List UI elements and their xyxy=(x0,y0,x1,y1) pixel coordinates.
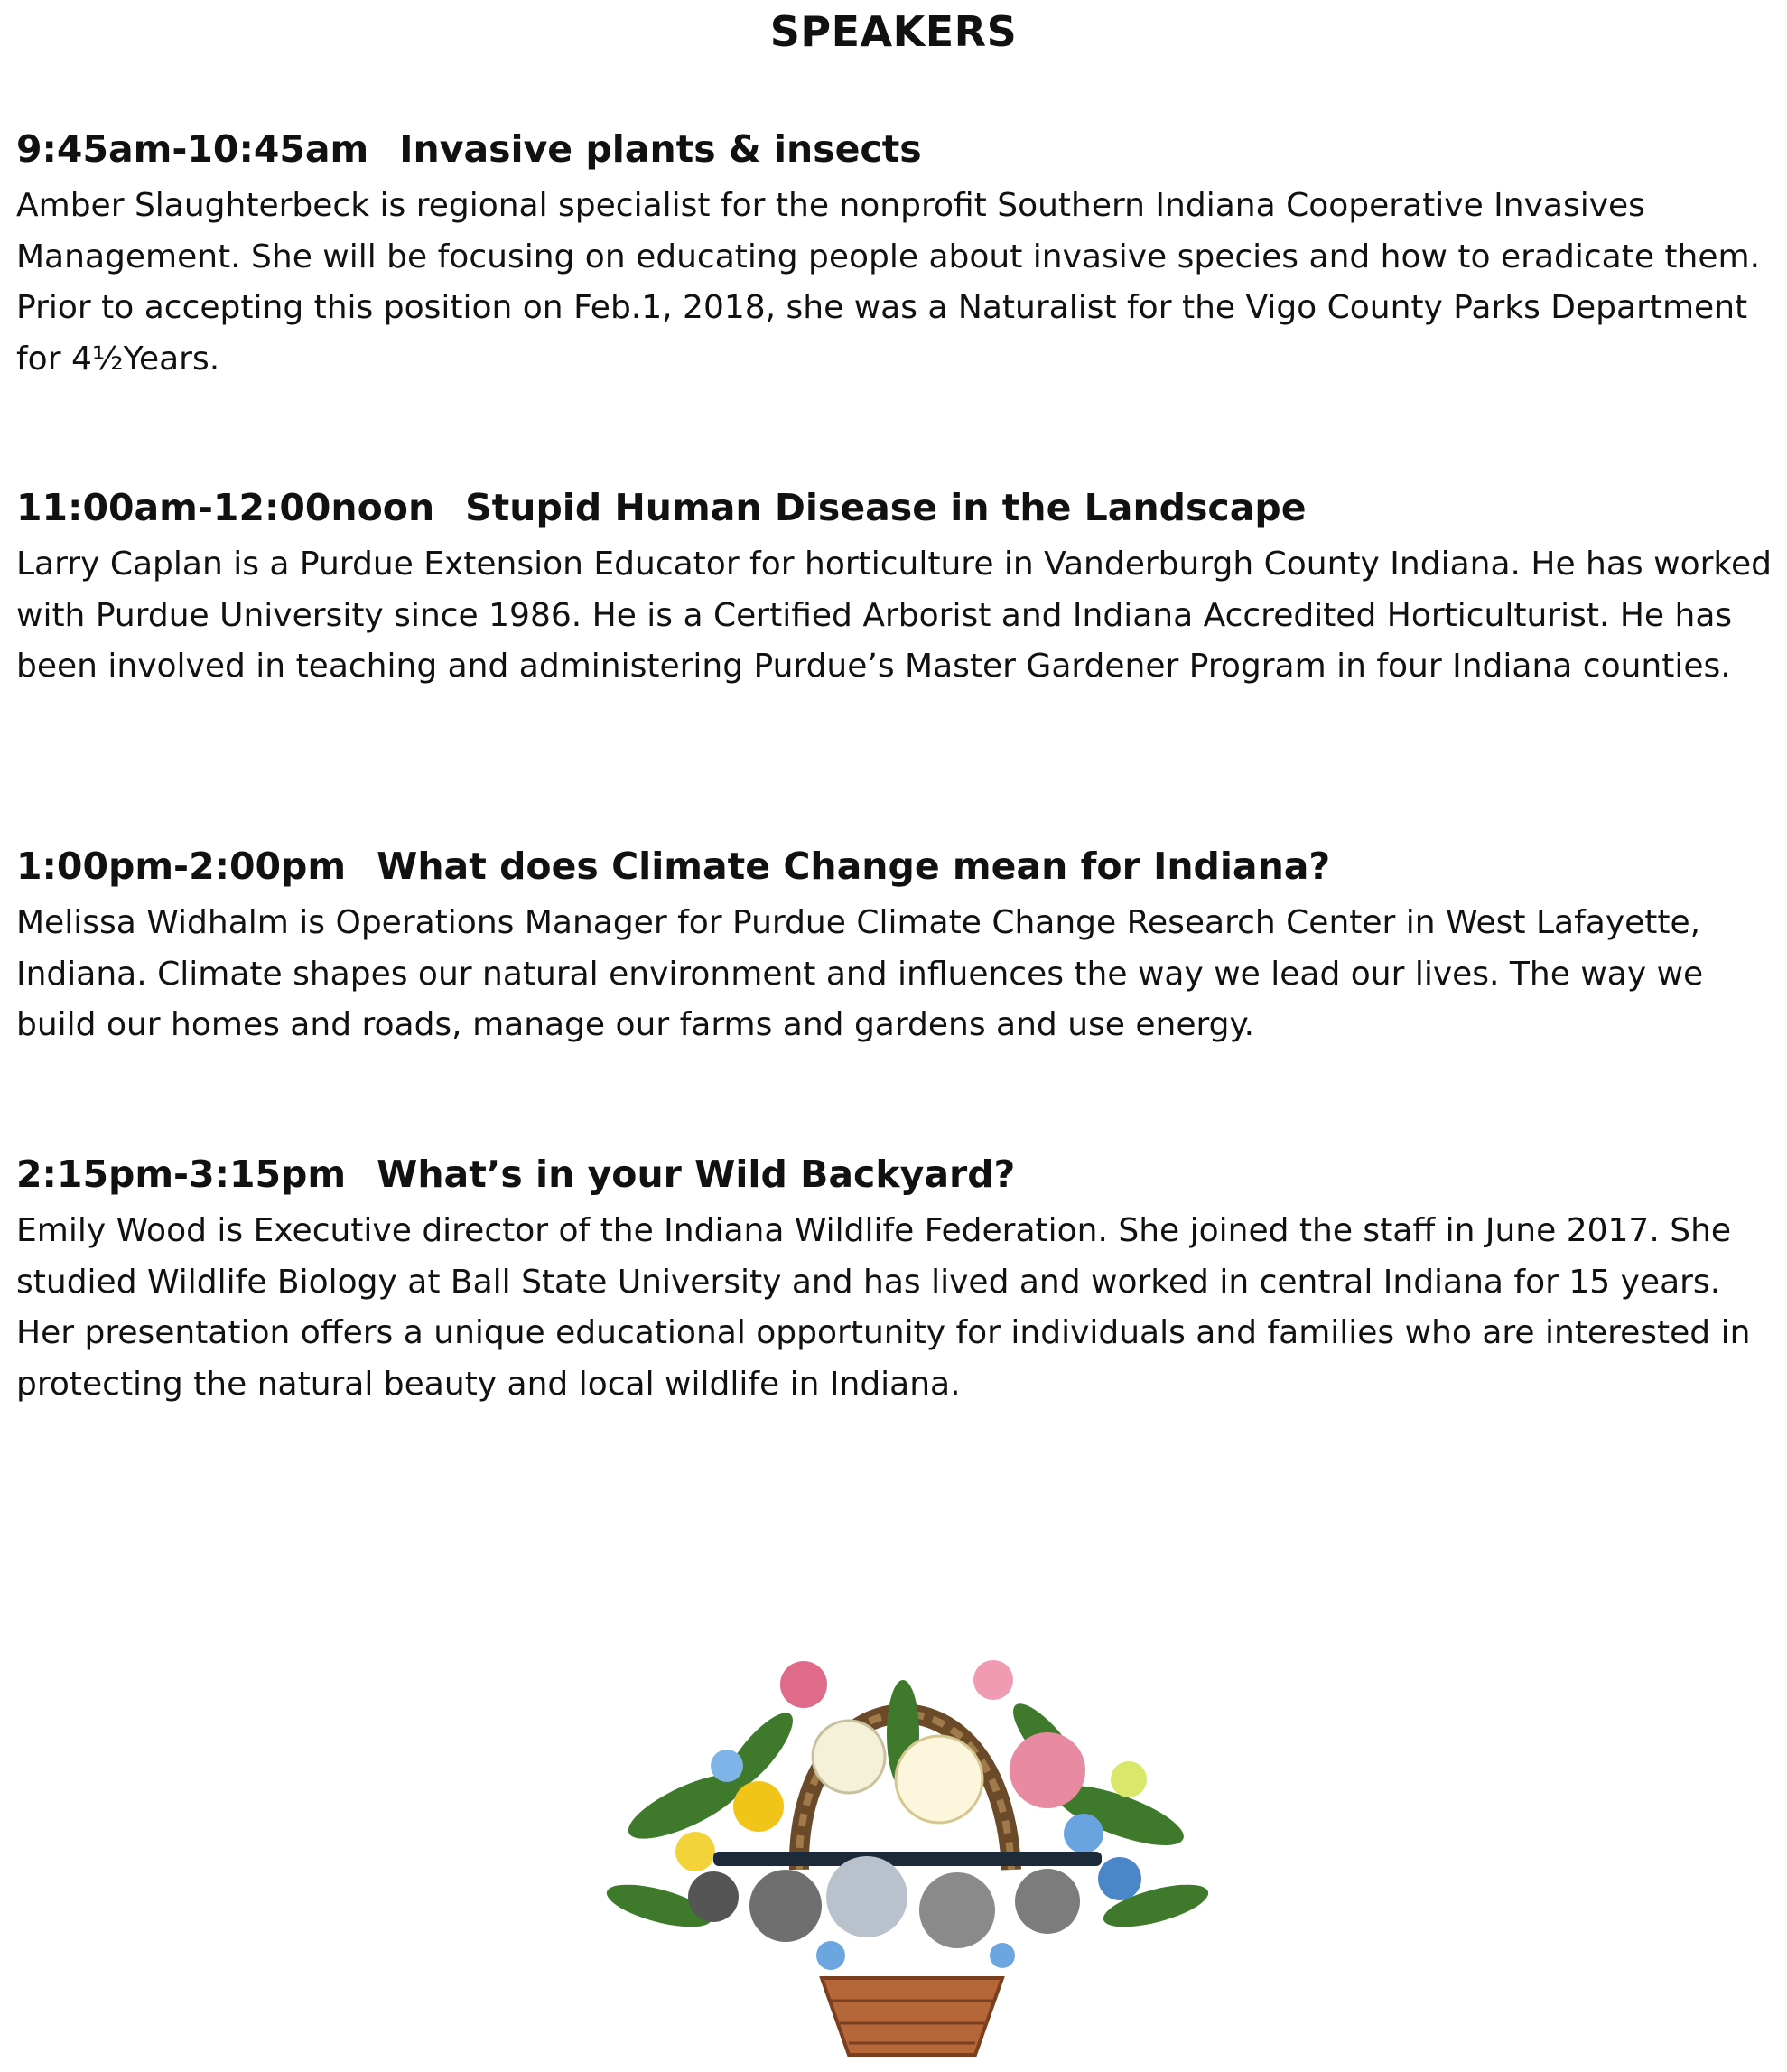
page-title: SPEAKERS xyxy=(769,7,1018,56)
session-topic: Stupid Human Disease in the Landscape xyxy=(465,486,1307,529)
session-time: 9:45am-10:45am xyxy=(16,127,369,171)
session-heading xyxy=(16,481,1777,534)
session-topic: What’s in your Wild Backyard? xyxy=(377,1153,1016,1196)
session-heading xyxy=(16,123,1777,175)
session-1 xyxy=(16,123,1777,385)
session-heading xyxy=(16,840,1777,892)
flower-basket-icon xyxy=(578,1599,1228,2068)
session-description: Amber Slaughterbeck is regional specialist for the nonprofit Southern Indiana Cooperative Invasives Management. She will be focusing on educating people about invasive species and how to eradicate them. Prior to accepting this position on Feb.1, 2018, she was a Naturalist for the Vigo County Parks Department for 4½Years. xyxy=(16,187,1761,378)
session-description: Larry Caplan is a Purdue Extension Educator for horticulture in Vanderburgh County Indiana. He has worked with Purdue University since 1986. He is a Certified Arborist and Indiana Accredited Horticulturist. He has been involved in teaching and administering Purdue’s Master Gardener Program in four Indiana counties. xyxy=(16,546,1772,685)
session-description: Melissa Widhalm is Operations Manager for Purdue Climate Change Research Center in West Lafayette, Indiana. Climate shapes our natural environment and influences the way we lead our lives. The way we build our homes and roads, manage our farms and gardens and use energy. xyxy=(16,904,1704,1043)
session-2 xyxy=(16,481,1777,693)
session-time: 2:15pm-3:15pm xyxy=(16,1153,347,1196)
session-time: 1:00pm-2:00pm xyxy=(16,845,347,888)
session-time: 11:00am-12:00noon xyxy=(16,486,435,529)
session-description: Emily Wood is Executive director of the Indiana Wildlife Federation. She joined the staff in June 2017. She studied Wildlife Biology at Ball State University and has lived and worked in central Indiana for 15 years. Her presentation offers a unique educational opportunity for individuals and families who are interested in protecting the natural beauty and local wildlife in Indiana. xyxy=(16,1212,1751,1403)
session-heading xyxy=(16,1148,1777,1200)
session-4 xyxy=(16,1148,1777,1410)
session-3 xyxy=(16,840,1777,1051)
session-topic: Invasive plants & insects xyxy=(399,127,922,171)
session-topic: What does Climate Change mean for Indiana? xyxy=(377,845,1331,888)
